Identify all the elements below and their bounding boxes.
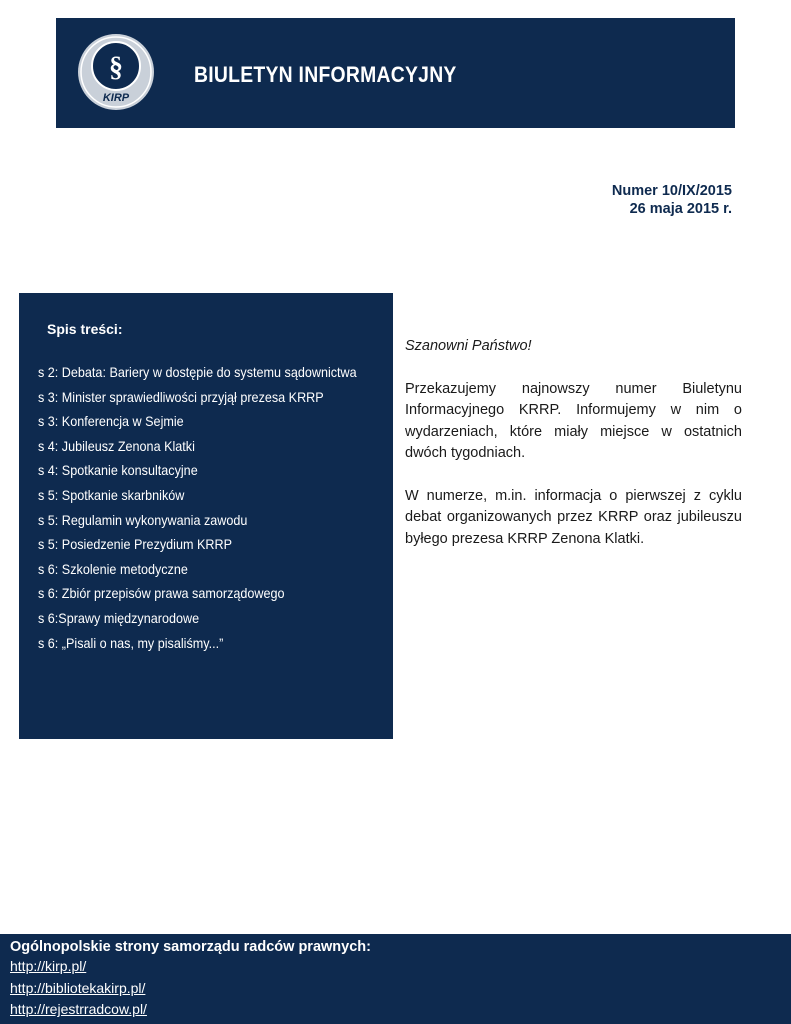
intro-section <box>405 336 742 571</box>
footer <box>0 934 791 1024</box>
toc-item[interactable]: s 5: Spotkanie skarbników <box>38 486 185 503</box>
masthead <box>56 18 735 128</box>
toc-title: Spis treści: <box>47 321 123 337</box>
issue-number: Numer 10/IX/2015 <box>611 183 732 199</box>
intro-paragraph: Przekazujemy najnowszy numer Biuletynu Informacyjnego KRRP. Informujemy w nim o wydarzeniach, które miały miejsce w ostatnich dwóch tygodniach. <box>405 380 742 461</box>
rejestr-link[interactable]: http://rejestrradcow.pl/ <box>10 1001 147 1017</box>
bulletin-title: BIULETYN INFORMACYJNY <box>194 62 457 87</box>
kirp-link[interactable]: http://kirp.pl/ <box>10 958 87 974</box>
svg-text:KIRP: KIRP <box>102 92 130 104</box>
footer-links <box>10 956 147 1021</box>
table-of-contents <box>19 293 393 739</box>
toc-item[interactable]: s 2: Debata: Bariery w dostępie do systemu sądownictwa <box>38 364 357 380</box>
intro-paragraph: W numerze, m.in. informacja o pierwszej z cyklu debat organizowanych przez KRRP oraz jubileuszu byłego prezesa KRRP Zenona Klatki. <box>405 487 742 547</box>
toc-item[interactable]: s 4: Jubileusz Zenona Klatki <box>38 437 195 454</box>
toc-item[interactable]: s 3: Konferencja w Sejmie <box>38 413 184 430</box>
toc-item[interactable]: s 5: Posiedzenie Prezydium KRRP <box>38 536 232 553</box>
toc-item[interactable]: s 6: Szkolenie metodyczne <box>38 560 188 577</box>
issue-date: 26 maja 2015 r. <box>629 201 732 217</box>
toc-item[interactable]: s 6: „Pisali o nas, my pisaliśmy...” <box>38 634 224 651</box>
toc-item[interactable]: s 6: Zbiór przepisów prawa samorządowego <box>38 585 285 602</box>
footer-title: Ogólnopolskie strony samorządu radców prawnych: <box>10 939 371 955</box>
issue-info <box>612 182 732 218</box>
toc-item[interactable]: s 4: Spotkanie konsultacyjne <box>38 462 198 479</box>
toc-item[interactable]: s 6:Sprawy międzynarodowe <box>38 609 200 626</box>
toc-item[interactable]: s 3: Minister sprawiedliwości przyjął prezesa KRRP <box>38 388 324 405</box>
toc-list <box>38 360 392 655</box>
greeting: Szanowni Państwo! <box>405 338 532 354</box>
toc-item[interactable]: s 5: Regulamin wykonywania zawodu <box>38 511 248 528</box>
svg-text:§: § <box>109 52 123 83</box>
kirp-logo <box>76 32 156 112</box>
biblioteka-link[interactable]: http://bibliotekakirp.pl/ <box>10 979 146 996</box>
